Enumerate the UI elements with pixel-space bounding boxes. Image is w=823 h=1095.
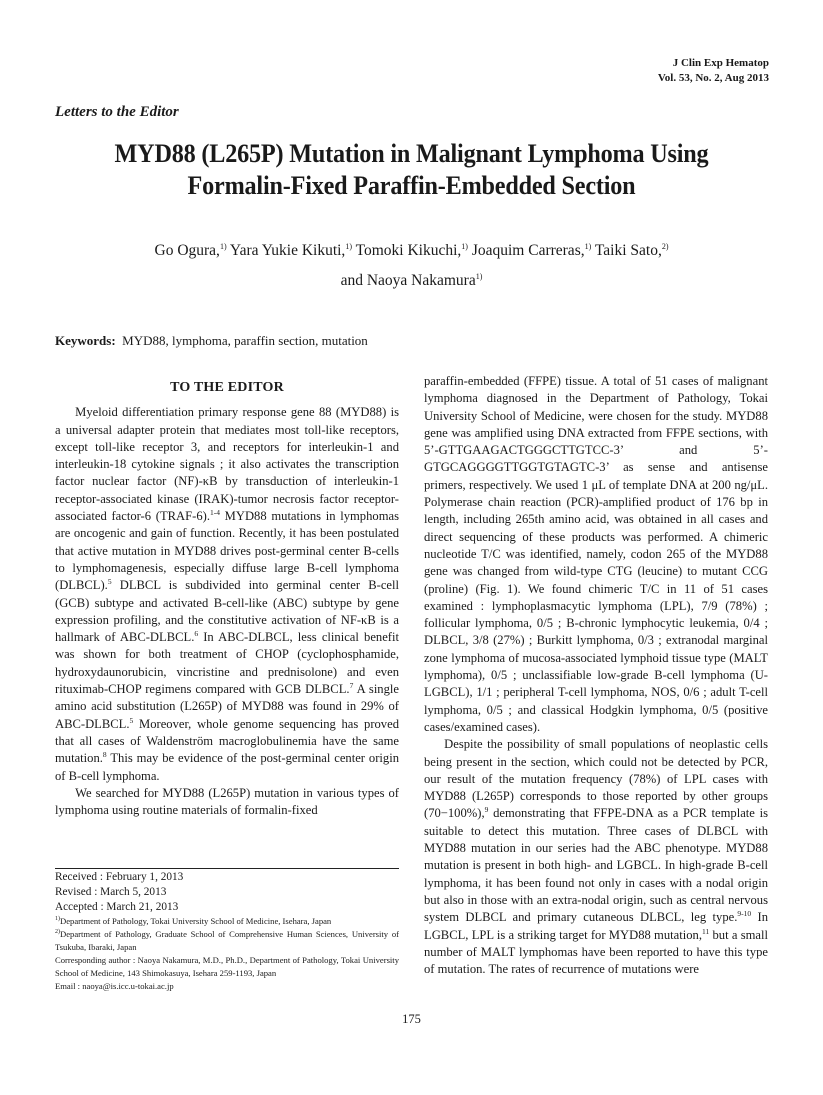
affiliation-1: $^{1)}$Department of Pathology, Tokai University School of Medicine, Isehara, Japan: [55, 916, 332, 926]
section-heading: TO THE EDITOR: [170, 380, 284, 395]
footnotes: [55, 870, 399, 993]
page-number: 175: [402, 1012, 421, 1026]
right-column: [424, 373, 768, 978]
citation: 5: [107, 577, 112, 587]
revised-date: Revised : March 5, 2013: [55, 886, 167, 898]
accepted-date: Accepted : March 21, 2013: [55, 901, 179, 913]
title-line-1: MYD88 (L265P) Mutation in Malignant Lymphoma Using: [114, 139, 709, 168]
author: Yara Yukie Kikuti,$^{1)}$: [229, 242, 352, 259]
paragraph: We searched for MYD88 (L265P) mutation in various types of lymphoma using routine materials of formalin-fixed: [55, 785, 399, 818]
citation: 1-4: [209, 508, 220, 518]
author: Tomoki Kikuchi,$^{1)}$: [355, 242, 468, 259]
citation: 7: [349, 681, 354, 691]
author: Taiki Sato,$^{2)}$: [594, 242, 669, 259]
keywords-value: MYD88, lymphoma, paraffin section, mutation: [122, 333, 368, 348]
citation: 5: [129, 715, 134, 725]
citation: 9-10: [737, 909, 752, 919]
citation: 6: [194, 629, 199, 639]
author: Joaquim Carreras,$^{1)}$: [471, 242, 592, 259]
volume-issue: Vol. 53, No. 2, Aug 2013: [657, 72, 769, 84]
received-date: Received : February 1, 2013: [55, 871, 184, 883]
author: Go Ogura,$^{1)}$: [154, 242, 227, 259]
author: and Naoya Nakamura$^{1)}$: [340, 272, 483, 289]
footnote-divider: [55, 868, 399, 869]
journal-name: J Clin Exp Hematop: [672, 57, 769, 69]
citation: 8: [102, 750, 107, 760]
paragraph: paraffin-embedded (FFPE) tissue. A total of 51 cases of malignant lymphoma diagnosed in the Department of Pathology, Tokai University School of Medicine, were chosen for the study. MYD88 gene was amplified using DNA extracted from FFPE sections, with 5’-GTTGAAGACTGGGCTTGTCC-3’ and 5’-GTGCAGGGGTTGGTGTAGTC-3’ as sense and antisense primers, respectively. We used 1 μL of template DNA at 200 ng/μL. Polymerase chain reaction (PCR)-amplified product of 176 bp in length, including 265th amino acid, was obtained in all cases and direct sequencing of these products was performed. A chimeric nucleotide T/C was identified, namely, codon 265 of the MYD88 gene was changed from wild-type CTG (leucine) to mutant CCG (proline) (Fig. 1). We found chimeric T/C in 11 of 51 cases examined : lymphoplasmacytic lymphoma (LPL), 7/9 (78%) ; follicular lymphoma, 0/5 ; B-chronic lymphocytic leukemia, 0/4 ; DLBCL, 3/8 (27%) ; Burkitt lymphoma, 0/3 ; extranodal marginal zone lymphoma of mucosa-associated lymphoid tissue type (MALT lymphoma), 0/5 ; unclassifiable low-grade B-cell lymphoma (U-LGBCL), 1/1 ; peripheral T-cell lymphoma, NOS, 0/6 ; adult T-cell lymphoma, 0/5 ; and classical Hodgkin lymphoma, 0/5 (positive cases/examined cases).: [424, 374, 768, 734]
running-head: [658, 56, 769, 86]
keywords: [55, 333, 368, 349]
paragraph: Myeloid differentiation primary response gene 88 (MYD88) is a universal adapter protein that mediates most toll-like receptors, except toll-like receptor 3, and receptors for interleukin-1 and interleukin-18 cytokine signals ; it also activates the transcription factor nuclear factor (NF)-κB by transduction of interleukin-1 receptor-associated kinase (IRAK)-tumor necrosis factor receptor-associated factor-6 (TRAF-6).$^{1-4}$ MYD88 mutations in lymphomas are oncogenic and gain of function. Recently, it has been postulated that active mutation in MYD88 drives post-germinal center B-cells to lymphomagenesis, especially diffuse large B-cell lymphoma (DLBCL).$^5$ DLBCL is subdivided into germinal center B-cell (GCB) subtype and activated B-cell-like (ABC) subtype by gene expression profiling, and the constitutive activation of NF-κB is a hallmark of ABC-DLBCL.$^6$ In ABC-DLBCL, less clinical benefit was shown for both treatment of CHOP (cyclophosphamide, hydroxydaunorubicin, vincristine and prednisolone) and even rituximab-CHOP regimens compared with GCB DLBCL.$^7$ A single amino acid substitution (L265P) of MYD88 was found in 29% of ABC-DLBCL.$^5$ Moreover, whole genome sequencing has proved that all cases of Waldenström macroglobulinemia have the same mutation.$^8$ This may be evidence of the post-germinal center origin of B-cell lymphoma.: [55, 405, 399, 783]
section-label: Letters to the Editor: [55, 104, 179, 120]
paragraph: Despite the possibility of small populations of neoplastic cells being present in the section, which could not be detected by PCR, our result of the mutation frequency (78%) of LPL cases with MYD88 (L265P) corresponds to those reported by other groups (70−100%),$^9$ demonstrating that FFPE-DNA as a PCR template is suitable to detect this mutation. Three cases of DLBCL with MYD88 mutation in our series had the ABC phenotype. MYD88 mutation is present in both high- and LGBCL. In high-grade B-cell lymphoma, it has been found not only in cases with a nodal origin but also in those with an extra-nodal origin, such as central nervous system DLBCL and primary cutaneous DLBCL, leg type.$^{9-10}$ In LGBCL, LPL is a striking target for MYD88 mutation,$^{11}$ but a small number of MALT lymphomas have been reported to have this type of mutation. The rates of recurrence of mutations were: [424, 737, 768, 977]
corresponding-author: Corresponding author : Naoya Nakamura, M.D., Ph.D., Department of Pathology, Tokai University School of Medicine, 143 Shimokasuya, Isehara 259-1193, Japan: [55, 955, 399, 978]
keywords-label: Keywords:: [55, 333, 116, 348]
citation: 11: [701, 926, 710, 936]
affiliation-2: $^{2)}$Department of Pathology, Graduate School of Comprehensive Human Sciences, University of Tsukuba, Ibaraki, Japan: [55, 929, 399, 952]
email[interactable]: Email : naoya@is.icc.u-tokai.ac.jp: [55, 981, 174, 991]
article-title: [66, 138, 757, 202]
title-line-2: Formalin-Fixed Paraffin-Embedded Section: [187, 171, 636, 200]
citation: 9: [484, 805, 489, 815]
left-column: [55, 373, 399, 819]
author-list: [40, 234, 783, 294]
